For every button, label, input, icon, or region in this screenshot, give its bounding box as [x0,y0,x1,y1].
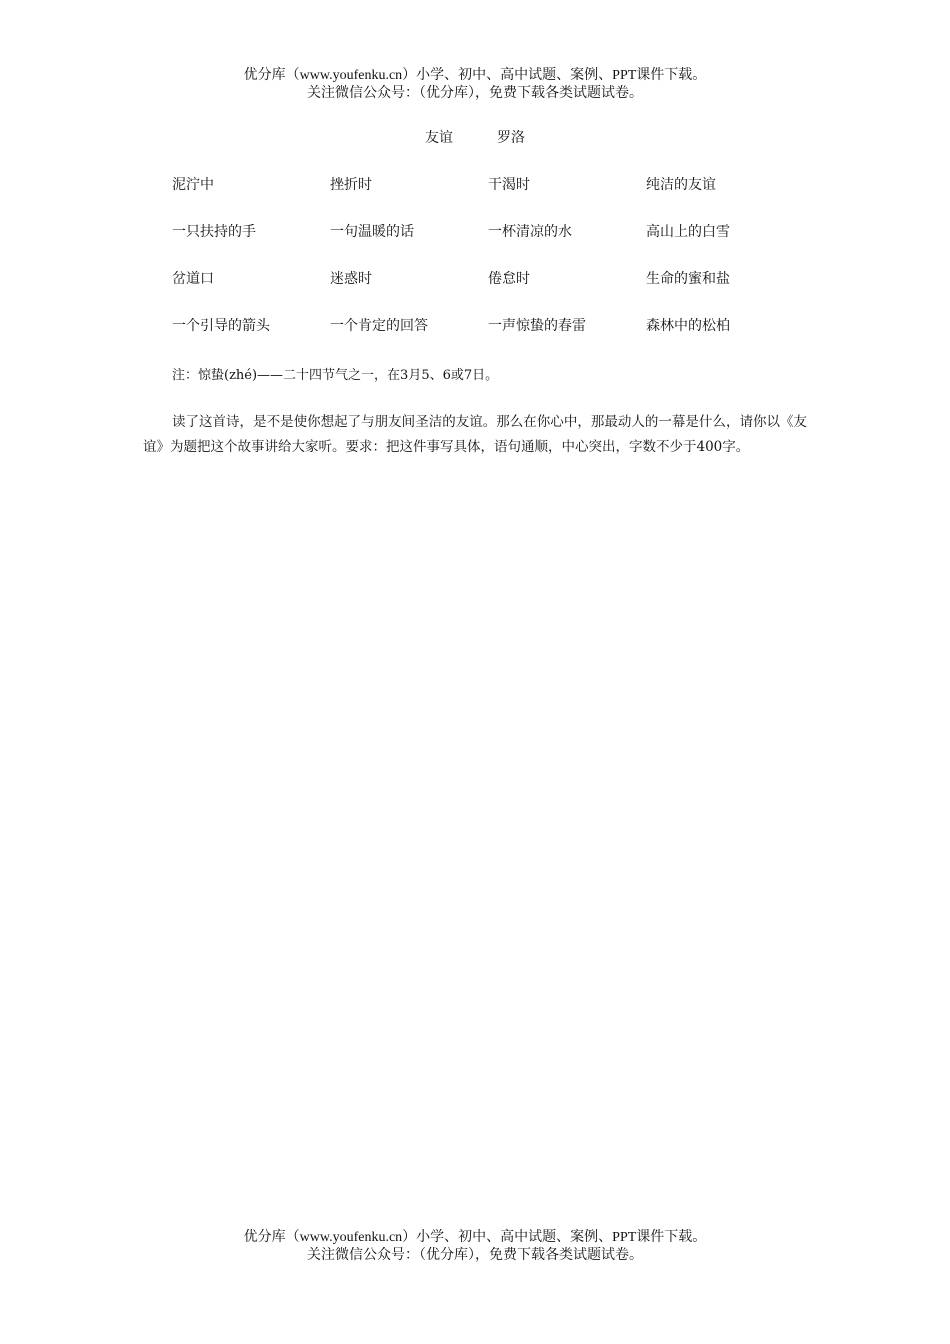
poem-cell: 迷惑时 [330,271,372,287]
poem-row [172,268,812,315]
footer-line-2: 关注微信公众号：（优分库），免费下载各类试题试卷。 [307,1248,643,1263]
header-line-1: 优分库（www.youfenku.cn）小学、初中、高中试题、案例、PPT课件下载。 [243,68,707,83]
header-line-2: 关注微信公众号：（优分库），免费下载各类试题试卷。 [307,86,643,101]
poem-cell: 挫折时 [330,177,372,193]
writing-prompt: 读了这首诗，是不是使你想起了与朋友间圣洁的友谊。那么在你心中，那最动人的一幕是什么，请你以《友谊》为题把这个故事讲给大家听。要求：把这件事写具体，语句通顺，中心突出，字数不少于400字。 [143,414,807,455]
poem-title-line [0,127,950,147]
poem-cell: 一只扶持的手 [172,224,256,240]
poem-author: 罗洛 [497,130,525,146]
footnote: 注：惊蛰(zhé)——二十四节气之一，在3月5、6或7日。 [172,368,499,383]
poem-body [172,174,812,362]
poem-cell: 倦怠时 [488,271,530,287]
poem-row [172,221,812,268]
poem-cell: 一个肯定的回答 [330,318,428,334]
poem-cell: 一个引导的箭头 [172,318,270,334]
poem-cell: 一杯清凉的水 [488,224,572,240]
poem-cell: 一句温暖的话 [330,224,414,240]
poem-cell: 森林中的松柏 [646,318,730,334]
page-header [0,67,950,103]
poem-cell: 纯洁的友谊 [646,177,716,193]
poem-cell: 高山上的白雪 [646,224,730,240]
footer-line-1: 优分库（www.youfenku.cn）小学、初中、高中试题、案例、PPT课件下载。 [243,1230,707,1245]
poem-cell: 一声惊蛰的春雷 [488,318,586,334]
poem-row [172,174,812,221]
poem-row [172,315,812,362]
poem-cell: 岔道口 [172,271,214,287]
page-footer [0,1229,950,1265]
poem-cell: 生命的蜜和盐 [646,271,730,287]
poem-cell: 干渴时 [488,177,530,193]
poem-title: 友谊 [425,130,453,146]
poem-cell: 泥泞中 [172,177,214,193]
